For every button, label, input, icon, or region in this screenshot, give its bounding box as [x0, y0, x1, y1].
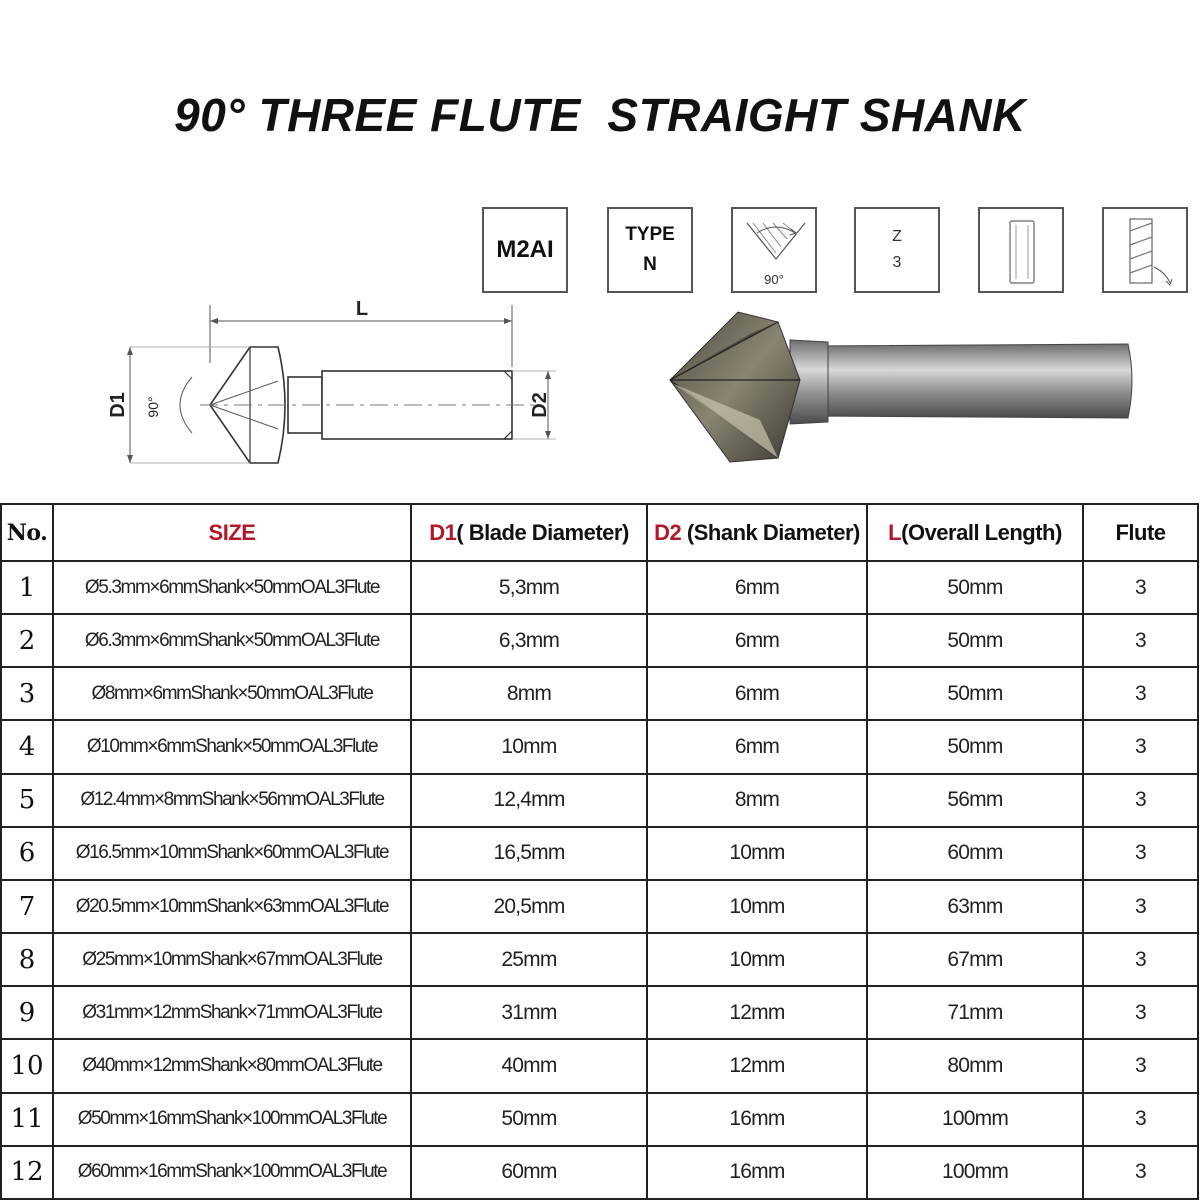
row-shank-diameter: 16mm — [647, 1146, 867, 1199]
row-number: 1 — [1, 561, 53, 614]
row-overall-length: 100mm — [867, 1093, 1083, 1146]
row-blade-diameter: 12,4mm — [411, 774, 647, 827]
table-row — [1, 880, 1198, 933]
table-row — [1, 561, 1198, 614]
table-row — [1, 774, 1198, 827]
material-label: M2AI — [496, 236, 554, 263]
row-shank-diameter: 10mm — [647, 933, 867, 986]
table-row — [1, 933, 1198, 986]
row-flute-count: 3 — [1083, 720, 1198, 773]
header-d2 — [647, 504, 867, 561]
row-overall-length: 50mm — [867, 720, 1083, 773]
row-number: 4 — [1, 720, 53, 773]
row-blade-diameter: 16,5mm — [411, 827, 647, 880]
specification-table — [0, 503, 1199, 1200]
page-title: 90° THREE FLUTE STRAIGHT SHANK — [174, 89, 1026, 141]
row-flute-count: 3 — [1083, 1093, 1198, 1146]
row-shank-diameter: 6mm — [647, 720, 867, 773]
header-size — [53, 504, 411, 561]
row-size: Ø50mm×16mmShank×100mmOAL3Flute — [53, 1093, 411, 1146]
row-size: Ø20.5mm×10mmShank×63mmOAL3Flute — [53, 880, 411, 933]
header-l-prefix: L — [888, 519, 902, 545]
row-blade-diameter: 6,3mm — [411, 614, 647, 667]
row-shank-diameter: 10mm — [647, 827, 867, 880]
row-blade-diameter: 8mm — [411, 667, 647, 720]
row-size: Ø16.5mm×10mmShank×60mmOAL3Flute — [53, 827, 411, 880]
angle-badge — [731, 207, 817, 293]
row-flute-count: 3 — [1083, 1146, 1198, 1199]
row-size: Ø6.3mm×6mmShank×50mmOAL3Flute — [53, 614, 411, 667]
flute-z-label: Z — [892, 228, 902, 245]
row-size: Ø8mm×6mmShank×50mmOAL3Flute — [53, 667, 411, 720]
row-overall-length: 100mm — [867, 1146, 1083, 1199]
row-blade-diameter: 40mm — [411, 1039, 647, 1092]
row-number: 9 — [1, 986, 53, 1039]
row-number: 12 — [1, 1146, 53, 1199]
row-shank-diameter: 6mm — [647, 667, 867, 720]
row-flute-count: 3 — [1083, 614, 1198, 667]
row-overall-length: 63mm — [867, 880, 1083, 933]
header-d2-prefix: D2 — [654, 519, 682, 545]
header-d1-prefix: D1 — [429, 519, 457, 545]
row-flute-count: 3 — [1083, 827, 1198, 880]
row-flute-count: 3 — [1083, 667, 1198, 720]
row-size: Ø31mm×12mmShank×71mmOAL3Flute — [53, 986, 411, 1039]
row-overall-length: 67mm — [867, 933, 1083, 986]
table-row — [1, 1146, 1198, 1199]
table-row — [1, 667, 1198, 720]
table-row — [1, 986, 1198, 1039]
type-badge — [607, 207, 693, 293]
countersink-bit-image — [660, 300, 1140, 480]
row-overall-length: 80mm — [867, 1039, 1083, 1092]
row-shank-diameter: 10mm — [647, 880, 867, 933]
row-size: Ø40mm×12mmShank×80mmOAL3Flute — [53, 1039, 411, 1092]
flute-badge — [854, 207, 940, 293]
header-d2-text: (Shank Diameter) — [681, 519, 860, 545]
type-label: TYPE — [625, 224, 675, 245]
row-overall-length: 50mm — [867, 614, 1083, 667]
row-flute-count: 3 — [1083, 986, 1198, 1039]
row-number: 10 — [1, 1039, 53, 1092]
row-blade-diameter: 31mm — [411, 986, 647, 1039]
row-size: Ø60mm×16mmShank×100mmOAL3Flute — [53, 1146, 411, 1199]
row-number: 8 — [1, 933, 53, 986]
row-blade-diameter: 5,3mm — [411, 561, 647, 614]
header-flute: Flute — [1083, 504, 1198, 561]
row-size: Ø5.3mm×6mmShank×50mmOAL3Flute — [53, 561, 411, 614]
angle-label: 90° — [145, 396, 161, 418]
row-flute-count: 3 — [1083, 880, 1198, 933]
length-label: L — [355, 298, 369, 320]
row-shank-diameter: 6mm — [647, 561, 867, 614]
shank-badge — [978, 207, 1064, 293]
row-number: 2 — [1, 614, 53, 667]
table-row — [1, 614, 1198, 667]
table-header-row — [1, 504, 1198, 561]
row-flute-count: 3 — [1083, 1039, 1198, 1092]
technical-drawing — [100, 285, 580, 475]
flute-count: 3 — [892, 254, 902, 271]
header-l — [867, 504, 1083, 561]
row-blade-diameter: 50mm — [411, 1093, 647, 1146]
header-d1-text: ( Blade Diameter) — [456, 519, 629, 545]
straight-shank-icon — [980, 209, 1066, 295]
row-overall-length: 50mm — [867, 667, 1083, 720]
row-overall-length: 50mm — [867, 561, 1083, 614]
angle-badge-label: 90° — [764, 272, 784, 287]
row-shank-diameter: 8mm — [647, 774, 867, 827]
header-size-label: SIZE — [208, 519, 256, 545]
row-shank-diameter: 12mm — [647, 986, 867, 1039]
row-overall-length: 71mm — [867, 986, 1083, 1039]
table-row — [1, 827, 1198, 880]
header-d1 — [411, 504, 647, 561]
row-number: 7 — [1, 880, 53, 933]
row-shank-diameter: 6mm — [647, 614, 867, 667]
row-blade-diameter: 25mm — [411, 933, 647, 986]
row-number: 3 — [1, 667, 53, 720]
row-blade-diameter: 10mm — [411, 720, 647, 773]
shank-diameter-label: D2 — [529, 392, 551, 418]
table-row — [1, 1093, 1198, 1146]
material-badge — [482, 207, 568, 293]
row-flute-count: 3 — [1083, 933, 1198, 986]
helix-badge — [1102, 207, 1188, 293]
row-flute-count: 3 — [1083, 774, 1198, 827]
header-no: No. — [1, 504, 53, 561]
row-flute-count: 3 — [1083, 561, 1198, 614]
row-overall-length: 60mm — [867, 827, 1083, 880]
row-size: Ø12.4mm×8mmShank×56mmOAL3Flute — [53, 774, 411, 827]
row-blade-diameter: 60mm — [411, 1146, 647, 1199]
row-blade-diameter: 20,5mm — [411, 880, 647, 933]
helix-flute-icon — [1104, 209, 1190, 295]
row-size: Ø25mm×10mmShank×67mmOAL3Flute — [53, 933, 411, 986]
row-shank-diameter: 16mm — [647, 1093, 867, 1146]
row-number: 11 — [1, 1093, 53, 1146]
row-size: Ø10mm×6mmShank×50mmOAL3Flute — [53, 720, 411, 773]
table-row — [1, 720, 1198, 773]
row-number: 5 — [1, 774, 53, 827]
header-l-text: (Overall Length) — [901, 519, 1062, 545]
row-shank-diameter: 12mm — [647, 1039, 867, 1092]
blade-diameter-label: D1 — [107, 392, 129, 418]
row-overall-length: 56mm — [867, 774, 1083, 827]
type-value: N — [643, 254, 657, 275]
row-number: 6 — [1, 827, 53, 880]
table-row — [1, 1039, 1198, 1092]
